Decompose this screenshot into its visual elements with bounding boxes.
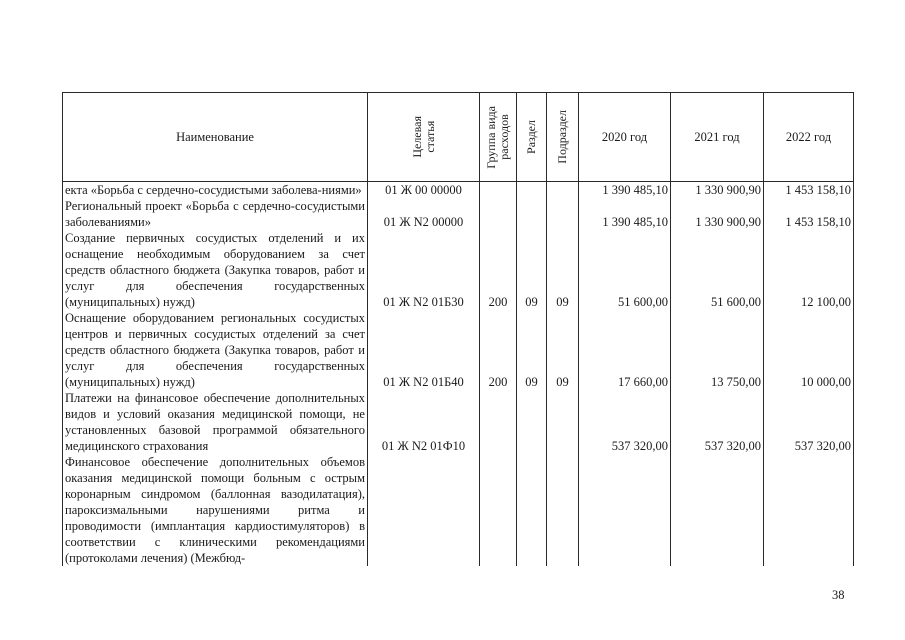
row-target-article: 01 Ж N2 00000 <box>368 198 480 230</box>
table-row <box>63 390 854 454</box>
row-target-article: 01 Ж N2 01Б40 <box>368 310 480 390</box>
table-row <box>63 182 854 199</box>
row-target-article: 01 Ж 00 00000 <box>368 182 480 199</box>
row-2021: 1 330 900,90 <box>671 182 764 199</box>
row-subsection <box>547 390 579 454</box>
row-section: 09 <box>517 310 547 390</box>
row-subsection <box>547 198 579 230</box>
budget-table <box>62 92 854 566</box>
row-expense-group <box>480 182 517 199</box>
table-row <box>63 198 854 230</box>
row-2020: 51 600,00 <box>579 230 671 310</box>
row-2022: 10 000,00 <box>764 310 854 390</box>
row-subsection: 09 <box>547 310 579 390</box>
row-subsection <box>547 182 579 199</box>
page-number: 38 <box>832 588 845 602</box>
row-2021: 51 600,00 <box>671 230 764 310</box>
row-section <box>517 182 547 199</box>
row-name: Финансовое обеспечение дополнительных объемов оказания медицинской помощи больным с острым коронарным синдромом (баллонная вазодилатация), пароксизмальными нарушениями ритма и проводимости (имплантация кардиостимуляторов) в соответствии с клиническими рекомендациями (протоколами лечения) (Межбюд- <box>63 454 368 566</box>
row-name: Создание первичных сосудистых отделений и их оснащение необходимым оборудованием за счет средств областного бюджета (Закупка товаров, работ и услуг для обеспечения государственных (муниципальных) нужд) <box>63 230 368 310</box>
row-target-article <box>368 454 480 566</box>
row-2020 <box>579 454 671 566</box>
row-2021: 1 330 900,90 <box>671 198 764 230</box>
header-subsection: Подраздел <box>547 93 579 182</box>
row-2021: 537 320,00 <box>671 390 764 454</box>
row-2020: 17 660,00 <box>579 310 671 390</box>
row-2022 <box>764 454 854 566</box>
row-subsection: 09 <box>547 230 579 310</box>
row-name: Платежи на финансовое обеспечение дополнительных видов и условий оказания медицинской помощи, не установленных базовой программой обязательного медицинского страхования <box>63 390 368 454</box>
row-2022: 537 320,00 <box>764 390 854 454</box>
header-2020: 2020 год <box>579 93 671 182</box>
row-name: Региональный проект «Борьба с сердечно-сосудистыми заболеваниями» <box>63 198 368 230</box>
row-name: екта «Борьба с сердечно-сосудистыми заболева-ниями» <box>63 182 368 199</box>
row-expense-group <box>480 454 517 566</box>
row-2021: 13 750,00 <box>671 310 764 390</box>
row-2020: 1 390 485,10 <box>579 182 671 199</box>
row-name: Оснащение оборудованием региональных сосудистых центров и первичных сосудистых отделений за счет средств областного бюджета (Закупка товаров, работ и услуг для обеспечения государственных (муниципальных) нужд) <box>63 310 368 390</box>
row-2022: 12 100,00 <box>764 230 854 310</box>
table-row <box>63 454 854 566</box>
row-section <box>517 198 547 230</box>
table-row <box>63 230 854 310</box>
row-expense-group <box>480 198 517 230</box>
row-section <box>517 390 547 454</box>
row-section <box>517 454 547 566</box>
row-2021 <box>671 454 764 566</box>
header-section: Раздел <box>517 93 547 182</box>
table-header-row <box>63 93 854 182</box>
table-row <box>63 310 854 390</box>
row-expense-group: 200 <box>480 310 517 390</box>
row-subsection <box>547 454 579 566</box>
row-2020: 1 390 485,10 <box>579 198 671 230</box>
row-2020: 537 320,00 <box>579 390 671 454</box>
row-target-article: 01 Ж N2 01Б30 <box>368 230 480 310</box>
header-expense-group: Группа вида расходов <box>480 93 517 182</box>
header-target-article: Целевая статья <box>368 93 480 182</box>
row-2022: 1 453 158,10 <box>764 182 854 199</box>
header-name: Наименование <box>63 93 368 182</box>
row-2022: 1 453 158,10 <box>764 198 854 230</box>
header-2021: 2021 год <box>671 93 764 182</box>
row-expense-group <box>480 390 517 454</box>
row-target-article: 01 Ж N2 01Ф10 <box>368 390 480 454</box>
header-2022: 2022 год <box>764 93 854 182</box>
row-section: 09 <box>517 230 547 310</box>
row-expense-group: 200 <box>480 230 517 310</box>
